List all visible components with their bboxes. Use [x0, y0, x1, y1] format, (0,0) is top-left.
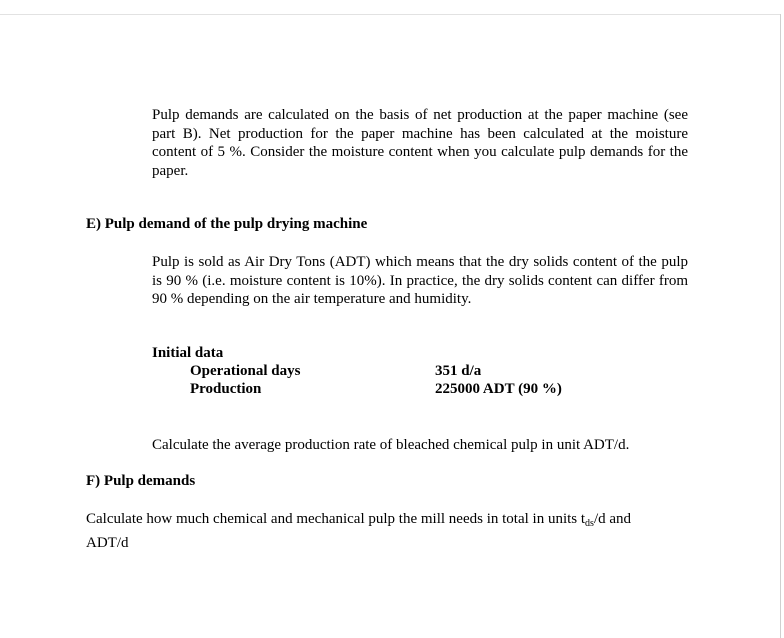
page-right-border [780, 14, 781, 638]
section-f-task [86, 510, 676, 552]
section-f-task-text: Calculate how much chemical and mechanical pulp the mill needs in total in units t [86, 511, 586, 527]
production-label: Production [190, 381, 262, 397]
initial-data-title: Initial data [152, 345, 224, 361]
section-f-task-subscript: ds [585, 518, 594, 529]
section-e-task: Calculate the average production rate of bleached chemical pulp in unit ADT/d. [152, 437, 630, 453]
section-e-paragraph: Pulp is sold as Air Dry Tons (ADT) which means that the dry solids content of the pulp is 90 % (i.e. moisture content is 10%). In practice, the dry solids content can differ from 90 % depending on the air temperature and humidity. [152, 254, 688, 308]
section-e-heading: E) Pulp demand of the pulp drying machine [86, 216, 368, 232]
section-f-task-text-end: /d and ADT/d [86, 511, 632, 551]
section-f-heading: F) Pulp demands [86, 473, 196, 489]
intro-paragraph: Pulp demands are calculated on the basis of net production at the paper machine (see part B). Net production for the paper machine has been calculated at the moisture content of 5 %. Consider the moisture content when you calculate pulp demands for the paper. [152, 107, 688, 179]
operational-days-label: Operational days [190, 363, 301, 379]
operational-days-value: 351 d/a [435, 363, 482, 379]
production-value: 225000 ADT (90 %) [435, 381, 562, 397]
